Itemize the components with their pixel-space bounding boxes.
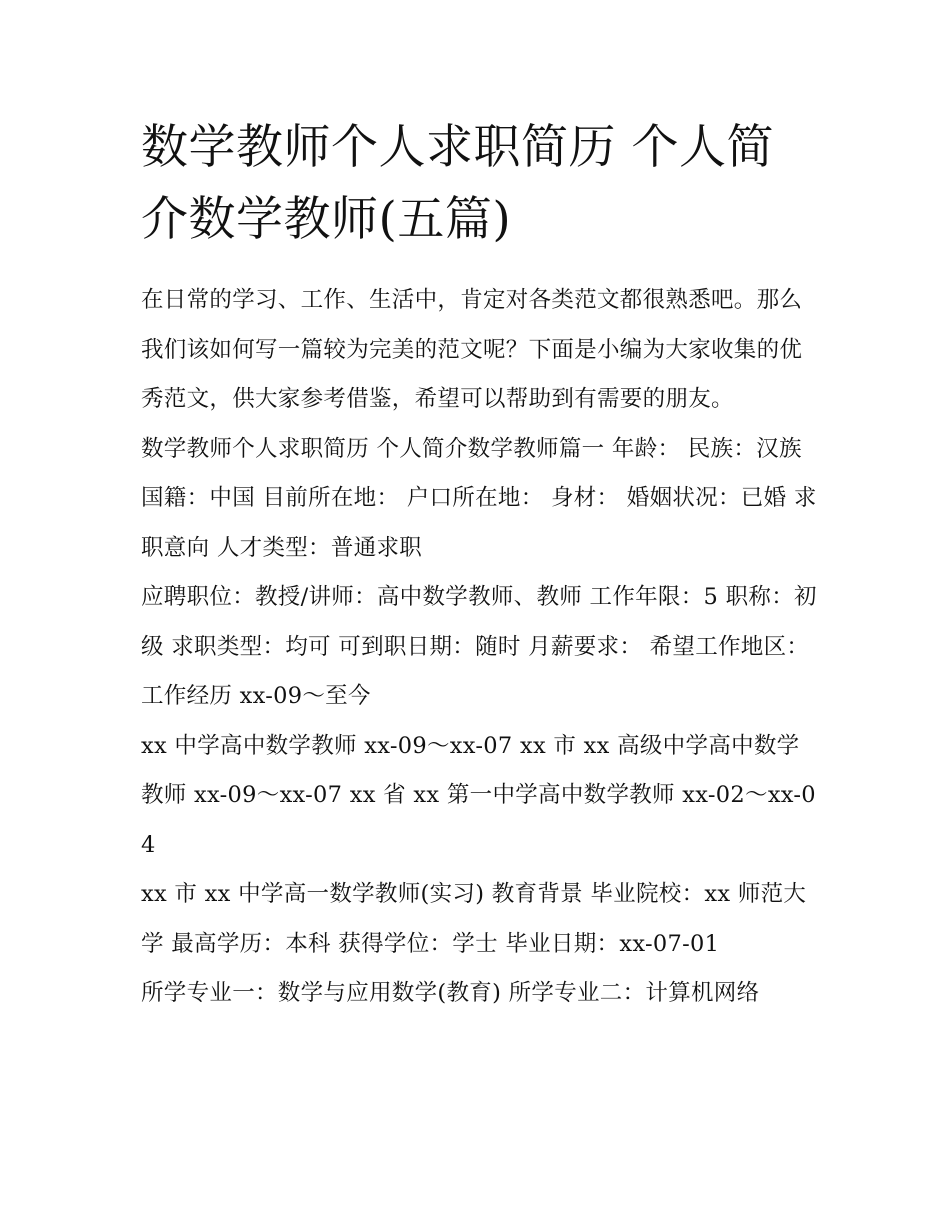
- document-content: [141, 112, 821, 1019]
- resume-major-paragraph: 所学专业一：数学与应用数学(教育) 所学专业二：计算机网络: [141, 980, 760, 1006]
- resume-work-history-paragraph: xx 中学高中数学教师 xx-09～xx-07 xx 市 xx 高级中学高中数学教师 xx-09～xx-07 xx 省 xx 第一中学高中数学教师 xx-02～xx-04: [141, 732, 816, 858]
- resume-job-intent-paragraph: 应聘职位：教授/讲师：高中数学教师、教师 工作年限：5 职称：初级 求职类型：均可 可到职日期：随时 月薪要求： 希望工作地区： 工作经历 xx-09～至今: [141, 584, 817, 709]
- resume-basic-info-paragraph: 数学教师个人求职简历 个人简介数学教师篇一 年龄： 民族：汉族 国籍：中国 目前所在地： 户口所在地： 身材： 婚姻状况：已婚 求职意向 人才类型：普通求职: [141, 435, 817, 561]
- resume-education-paragraph: xx 市 xx 中学高一数学教师(实习) 教育背景 毕业院校：xx 师范大学 最高学历：本科 获得学位：学士 毕业日期：xx-07-01: [141, 881, 807, 957]
- intro-paragraph: 在日常的学习、工作、生活中，肯定对各类范文都很熟悉吧。那么我们该如何写一篇较为完美的范文呢？下面是小编为大家收集的优秀范文，供大家参考借鉴，希望可以帮助到有需要的朋友。: [141, 287, 803, 412]
- document-title: 数学教师个人求职简历 个人简介数学教师(五篇): [141, 120, 774, 247]
